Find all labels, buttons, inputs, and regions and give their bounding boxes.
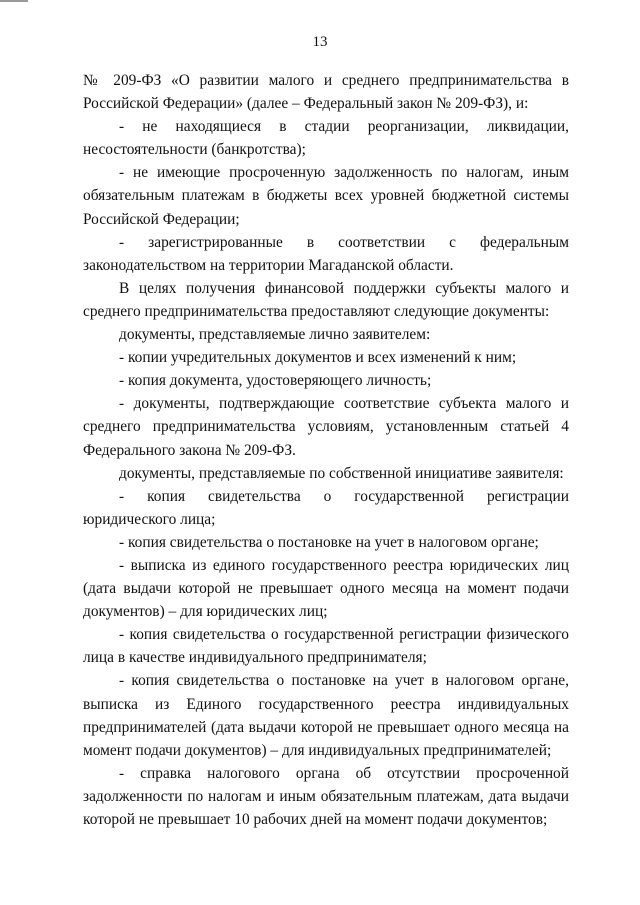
list-item: - документы, подтверждающие соответствие субъекта малого и среднего предпринимательства условиям, установленным статьей 4 Федерального закона № 209-ФЗ. bbox=[83, 395, 569, 459]
list-item: - копия документа, удостоверяющего личность; bbox=[119, 372, 432, 390]
page-number: 13 bbox=[312, 34, 328, 50]
paragraph-documents-intro: В целях получения финансовой поддержки субъекты малого и среднего предпринимательства предоставляют следующие документы: bbox=[83, 279, 569, 320]
list-item: - копии учредительных документов и всех изменений к ним; bbox=[119, 349, 517, 367]
list-item: - выписка из единого государственного реестра юридических лиц (дата выдачи которой не превышает одного месяца на момент подачи документов) – для юридических лиц; bbox=[83, 556, 569, 621]
subheading-personal-documents: документы, представляемые лично заявителем: bbox=[119, 326, 431, 344]
list-item-no-tax-debt: - не имеющие просроченную задолженность по налогам, иным обязательным платежам в бюджеты всех уровней бюджетной системы Российской Федерации; bbox=[83, 164, 569, 228]
list-item: - копия свидетельства о государственной регистрации юридического лица; bbox=[83, 487, 569, 528]
paragraph: № 209-ФЗ «О развитии малого и среднего предпринимательства в Российской Федерации» (далее – Федеральный закон № 209-ФЗ), и: bbox=[83, 72, 569, 113]
list-item: - копия свидетельства о государственной регистрации физического лица в качестве индивидуального предпринимателя; bbox=[83, 626, 569, 667]
scan-edge-mark bbox=[0, 0, 28, 2]
document-body bbox=[83, 69, 569, 831]
list-item: - копия свидетельства о постановке на учет в налоговом органе; bbox=[119, 533, 539, 551]
list-item: - справка налогового органа об отсутствии просроченной задолженности по налогам и иным обязательным платежам, дата выдачи которой не превышает 10 рабочих дней на момент подачи документов; bbox=[83, 764, 569, 828]
list-item-registered-in-region: - зарегистрированные в соответствии с федеральным законодательством на территории Магаданской области. bbox=[83, 233, 569, 274]
list-item-not-in-liquidation: - не находящиеся в стадии реорганизации, ликвидации, несостоятельности (банкротства); bbox=[83, 118, 569, 159]
list-item: - копия свидетельства о постановке на учет в налоговом органе, выписка из Единого государственного реестра индивидуальных предпринимателей (дата выдачи которой не превышает одного месяца на момент подачи документов) – для индивидуальных предпринимателей; bbox=[83, 672, 569, 759]
subheading-own-initiative-documents: документы, представляемые по собственной инициативе заявителя: bbox=[119, 464, 564, 482]
